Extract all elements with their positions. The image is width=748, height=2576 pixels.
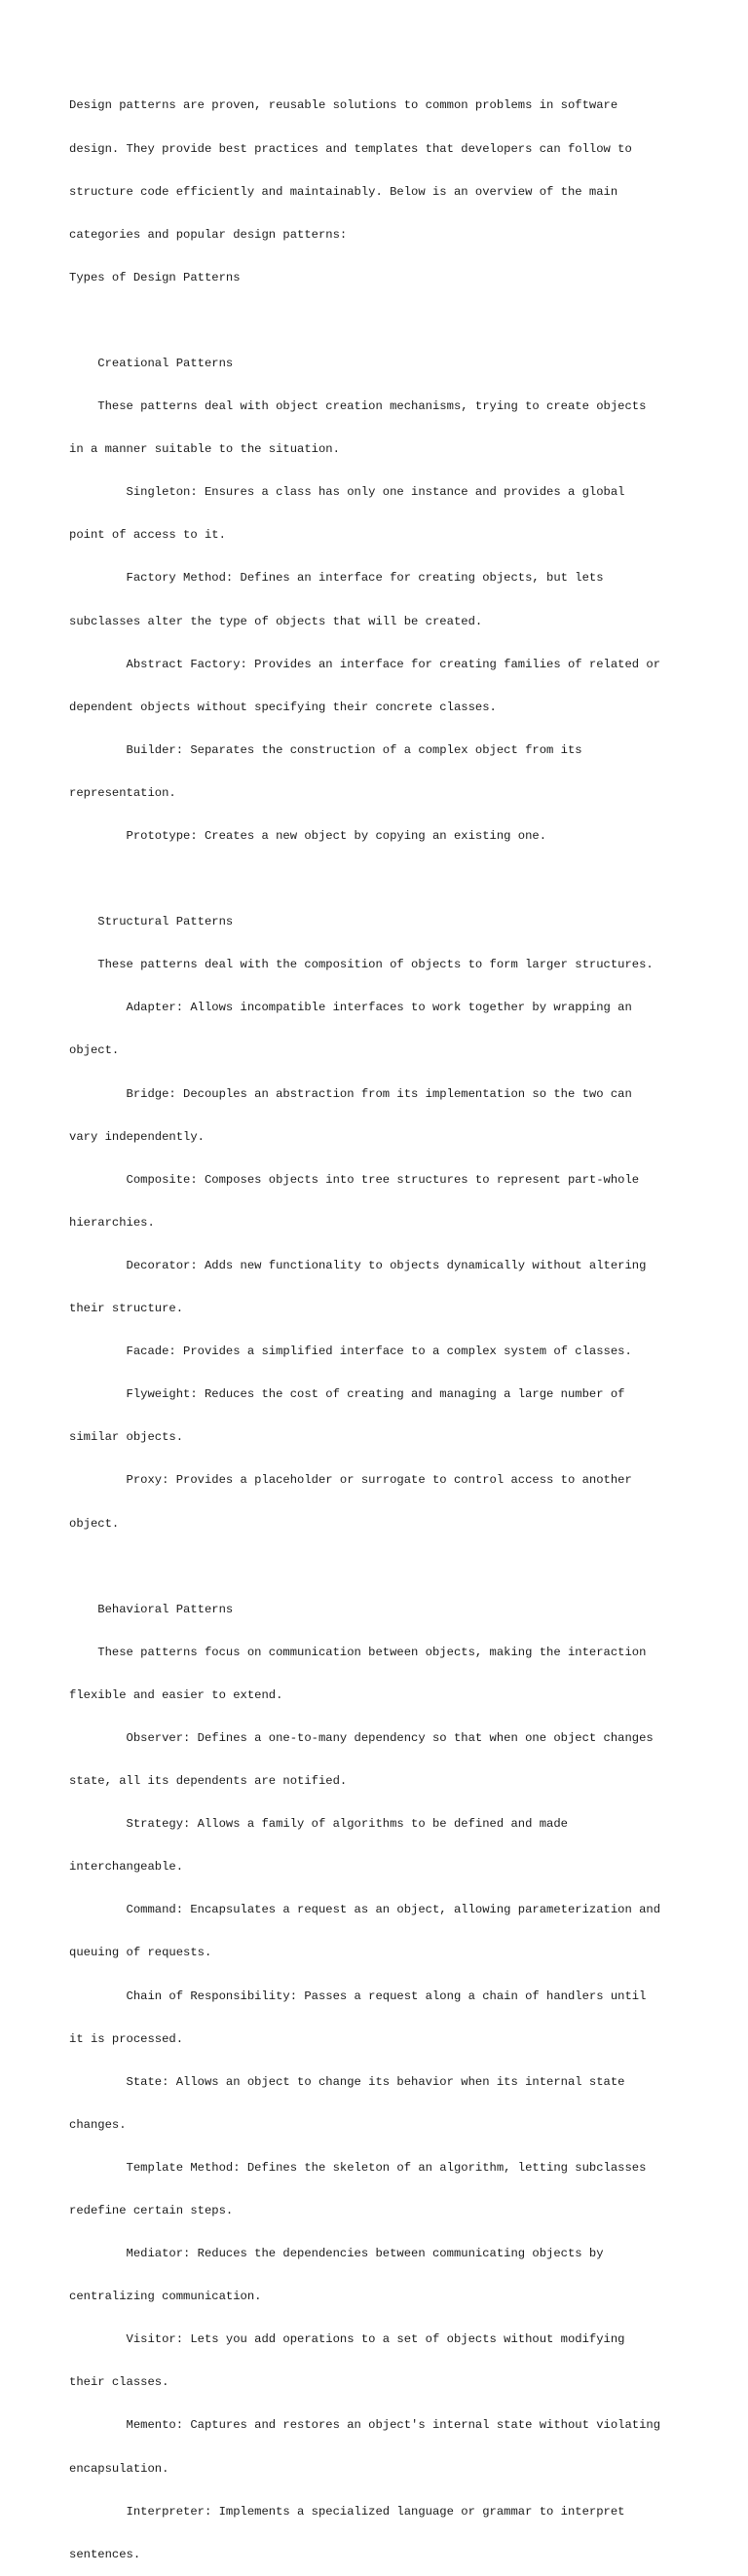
pattern-item: Prototype: Creates a new object by copying an existing one. bbox=[69, 829, 547, 843]
text-line: redefine certain steps. bbox=[69, 2204, 234, 2217]
pattern-item: Bridge: Decouples an abstraction from its implementation so the two can bbox=[69, 1086, 632, 1101]
pattern-item: Interpreter: Implements a specialized language or grammar to interpret bbox=[69, 2504, 625, 2519]
text-line: it is processed. bbox=[69, 2031, 184, 2046]
text-line: in a manner suitable to the situation. bbox=[69, 442, 340, 457]
pattern-item: Observer: Defines a one-to-many dependency so that when one object changes bbox=[69, 1730, 654, 1745]
text-line: interchangeable. bbox=[69, 1860, 184, 1875]
pattern-item: Proxy: Provides a placeholder or surrogate to control access to another bbox=[69, 1473, 632, 1488]
category-heading-structural: Structural Patterns bbox=[69, 915, 234, 929]
text-line: queuing of requests. bbox=[69, 1946, 212, 1960]
text-line: flexible and easier to extend. bbox=[69, 1687, 283, 1702]
text-line: point of access to it. bbox=[69, 528, 226, 543]
text-line: encapsulation. bbox=[69, 2461, 169, 2476]
text-line: structure code efficiently and maintainably. Below is an overview of the main bbox=[69, 184, 618, 199]
pattern-item: Flyweight: Reduces the cost of creating and managing a large number of bbox=[69, 1387, 625, 1402]
text-line: hierarchies. bbox=[69, 1215, 155, 1230]
text-line: centralizing communication. bbox=[69, 2290, 262, 2304]
document-text bbox=[69, 70, 692, 2576]
pattern-item: Mediator: Reduces the dependencies between communicating objects by bbox=[69, 2247, 604, 2261]
text-line: vary independently. bbox=[69, 1129, 205, 1144]
pattern-item: Visitor: Lets you add operations to a set of objects without modifying bbox=[69, 2332, 625, 2347]
pattern-item: Strategy: Allows a family of algorithms to be defined and made bbox=[69, 1817, 568, 1832]
text-line: state, all its dependents are notified. bbox=[69, 1774, 348, 1789]
text-line: These patterns deal with object creation mechanisms, trying to create objects bbox=[69, 399, 647, 414]
category-heading-creational: Creational Patterns bbox=[69, 356, 234, 370]
section-heading: Types of Design Patterns bbox=[69, 270, 241, 284]
blank-line bbox=[69, 1560, 692, 1574]
text-line: These patterns focus on communication between objects, making the interaction bbox=[69, 1645, 647, 1659]
text-line: These patterns deal with the composition of objects to form larger structures. bbox=[69, 958, 654, 972]
pattern-item: Builder: Separates the construction of a complex object from its bbox=[69, 742, 582, 757]
text-line: object. bbox=[69, 1516, 120, 1531]
pattern-item: Decorator: Adds new functionality to objects dynamically without altering bbox=[69, 1258, 647, 1272]
text-line: representation. bbox=[69, 785, 176, 800]
text-line: dependent objects without specifying their concrete classes. bbox=[69, 700, 497, 714]
text-line: object. bbox=[69, 1043, 120, 1058]
text-line: categories and popular design patterns: bbox=[69, 227, 348, 242]
text-line: Design patterns are proven, reusable solutions to common problems in software bbox=[69, 98, 618, 113]
pattern-item: Factory Method: Defines an interface for creating objects, but lets bbox=[69, 571, 604, 586]
blank-line bbox=[69, 872, 692, 887]
pattern-item: Adapter: Allows incompatible interfaces to work together by wrapping an bbox=[69, 1001, 632, 1015]
text-line: subclasses alter the type of objects that will be created. bbox=[69, 614, 483, 628]
pattern-item: Template Method: Defines the skeleton of an algorithm, letting subclasses bbox=[69, 2160, 647, 2175]
pattern-item: Composite: Composes objects into tree structures to represent part-whole bbox=[69, 1172, 640, 1187]
text-line: sentences. bbox=[69, 2547, 141, 2561]
pattern-item: Command: Encapsulates a request as an object, allowing parameterization and bbox=[69, 1903, 661, 1917]
pattern-item: Memento: Captures and restores an object's internal state without violating bbox=[69, 2418, 661, 2433]
text-line: changes. bbox=[69, 2117, 127, 2132]
category-heading-behavioral: Behavioral Patterns bbox=[69, 1602, 234, 1616]
blank-line bbox=[69, 314, 692, 328]
text-line: design. They provide best practices and templates that developers can follow to bbox=[69, 141, 632, 156]
pattern-item: State: Allows an object to change its behavior when its internal state bbox=[69, 2074, 625, 2089]
text-line: their structure. bbox=[69, 1302, 184, 1316]
text-line: similar objects. bbox=[69, 1430, 184, 1445]
pattern-item: Facade: Provides a simplified interface to a complex system of classes. bbox=[69, 1345, 632, 1359]
pattern-item: Chain of Responsibility: Passes a request along a chain of handlers until bbox=[69, 1989, 647, 2003]
pattern-item: Abstract Factory: Provides an interface for creating families of related or bbox=[69, 657, 661, 671]
pattern-item: Singleton: Ensures a class has only one instance and provides a global bbox=[69, 485, 625, 500]
text-line: their classes. bbox=[69, 2375, 169, 2390]
